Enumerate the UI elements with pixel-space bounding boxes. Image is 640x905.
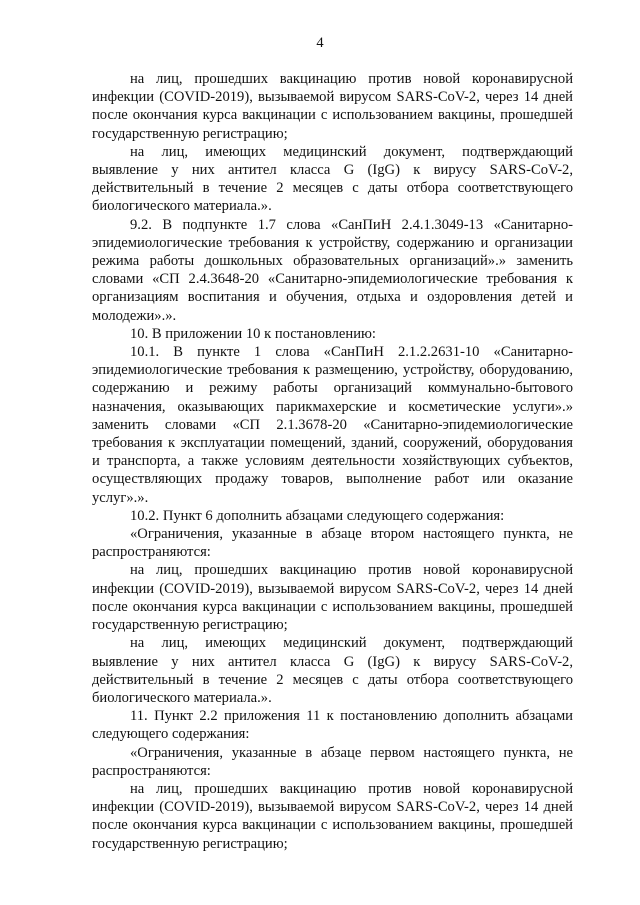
paragraph-10-1: 10.1. В пункте 1 слова «СанПиН 2.1.2.2631-10 «Санитарно-эпидемиологические требования к размещению, устройству, оборудованию, содержанию и режиму работы организаций коммунально-бытового назначения, оказывающих парикмахерские и косметические услуги».» заменить словами «СП 2.1.3678-20 «Санитарно-эпидемиологические требования к эксплуатации помещений, зданий, сооружений, оборудования и транспорта, а также условиям деятельности хозяйствующих субъектов, осуществляющих продажу товаров, выполнение работ или оказание услуг».». <box>92 344 573 506</box>
paragraph-restrictions-first: «Ограничения, указанные в абзаце первом настоящего пункта, не распространяются: <box>92 744 573 779</box>
paragraph-antibodies-exemption: на лиц, имеющих медицинский документ, подтверждающий выявление у них антител класса G (IgG) к вирусу SARS-CoV-2, действительный в течение 2 месяцев с даты отбора соответствующего биологического материала.». <box>92 635 573 706</box>
paragraph-vaccinated-exemption: на лиц, прошедших вакцинацию против новой коронавирусной инфекции (COVID-2019), вызываемой вирусом SARS-CoV-2, через 14 дней после окончания курса вакцинации с использованием вакцины, прошедшей государственную регистрацию; <box>92 562 573 634</box>
paragraph-vaccinated-exemption: на лиц, прошедших вакцинацию против новой коронавирусной инфекции (COVID-2019), вызываемой вирусом SARS-CoV-2, через 14 дней после окончания курса вакцинации с использованием вакцины, прошедшей государственную регистрацию; <box>92 780 573 852</box>
paragraph-10-2: 10.2. Пункт 6 дополнить абзацами следующего содержания: <box>130 507 505 524</box>
paragraph-11: 11. Пункт 2.2 приложения 11 к постановлению дополнить абзацами следующего содержания: <box>92 708 573 743</box>
paragraph-restrictions-second: «Ограничения, указанные в абзаце втором настоящего пункта, не распространяются: <box>92 526 573 561</box>
paragraph-vaccinated-exemption: на лиц, прошедших вакцинацию против новой коронавирусной инфекции (COVID-2019), вызываемой вирусом SARS-CoV-2, через 14 дней после окончания курса вакцинации с использованием вакцины, прошедшей государственную регистрацию; <box>92 71 573 142</box>
document-body <box>92 70 573 853</box>
paragraph-antibodies-exemption: на лиц, имеющих медицинский документ, подтверждающий выявление у них антител класса G (IgG) к вирусу SARS-CoV-2, действительный в течение 2 месяцев с даты отбора соответствующего биологического материала.». <box>92 143 573 215</box>
paragraph-10: 10. В приложении 10 к постановлению: <box>130 325 376 342</box>
paragraph-9-2: 9.2. В подпункте 1.7 слова «СанПиН 2.4.1.3049-13 «Санитарно-эпидемиологические требования к устройству, содержанию и организации режима работы дошкольных образовательных организаций».» заменить словами «СП 2.4.3648-20 «Санитарно-эпидемиологические требования к организациям воспитания и обучения, отдыха и оздоровления детей и молодежи».». <box>92 216 573 324</box>
page-number: 4 <box>316 35 324 51</box>
